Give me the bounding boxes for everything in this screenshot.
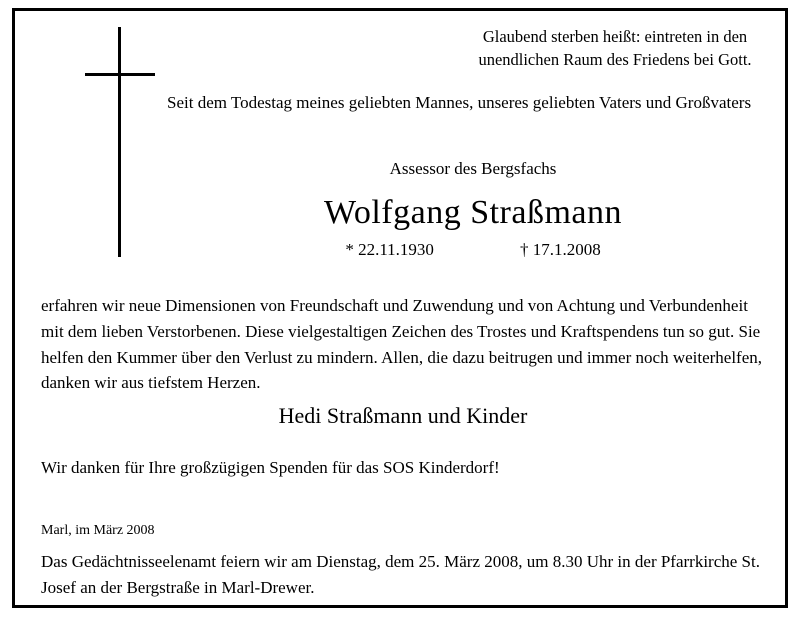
cross-icon-vertical-bar: [118, 27, 121, 257]
motto-line-1: Glaubend sterben heißt: eintreten in den: [482, 27, 748, 46]
cross-icon-horizontal-bar: [85, 73, 155, 76]
family-signature: Hedi Straßmann und Kinder: [278, 403, 528, 428]
condolence-body-text: erfahren wir neue Dimensionen von Freundschaft und Zuwendung und von Achtung und Verbundenheit mit dem lieben Verstorbenen. Diese vielgestaltigen Zeichen des Trostes und Kraftspendens tun so gut. Sie helfen den Kummer über den Verlust zu mindern. Allen, die dazu beitrugen und immer noch weiterhelfen, danken wir aus tiefstem Herzen.: [41, 296, 763, 393]
deceased-name: Wolfgang Straßmann: [323, 194, 623, 231]
death-date: † 17.1.2008: [519, 240, 601, 259]
obituary-notice-card: [12, 8, 788, 608]
motto-line-2: unendlichen Raum des Friedens bei Gott.: [478, 50, 752, 70]
life-dates: [167, 240, 779, 260]
cross-icon: [77, 27, 163, 257]
place-and-date: Marl, im März 2008: [41, 523, 155, 538]
intro-text: Seit dem Todestag meines geliebten Mannes, unseres geliebten Vaters und Großvaters: [167, 93, 752, 112]
deceased-role: Assessor des Bergsfachs: [389, 159, 557, 178]
motto-block: [455, 25, 775, 72]
memorial-service-text: Das Gedächtnisseelenamt feiern wir am Dienstag, dem 25. März 2008, um 8.30 Uhr in der Pfarrkirche St. Josef an der Bergstraße in Marl-Drewer.: [41, 552, 760, 597]
donation-thanks-text: Wir danken für Ihre großzügigen Spenden für das SOS Kinderdorf!: [41, 458, 500, 477]
obituary-notice-inner: [15, 11, 785, 605]
birth-date: * 22.11.1930: [345, 240, 434, 259]
